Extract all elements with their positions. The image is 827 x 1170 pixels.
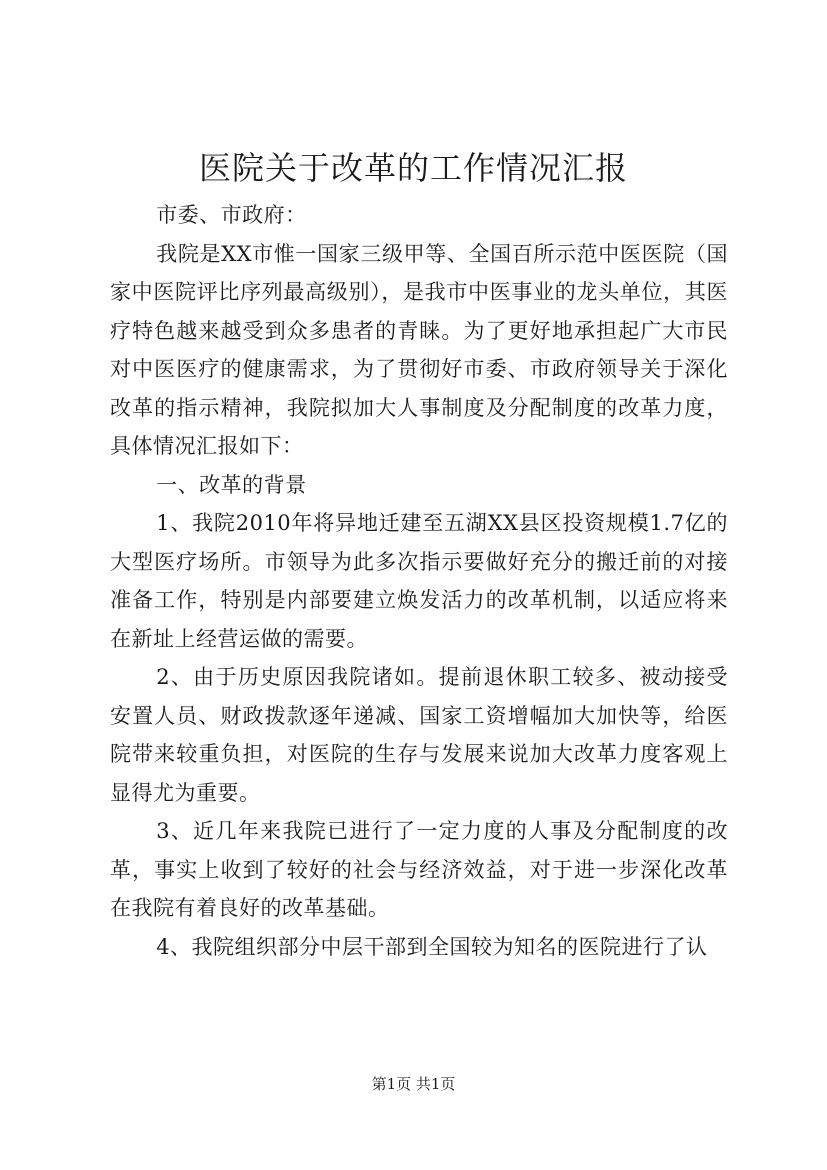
paragraph-item-4: 4、我院组织部分中层干部到全国较为知名的医院进行了认 xyxy=(156,934,708,959)
paragraph-intro: 我院是XX市惟一国家三级甲等、全国百所示范中医医院（国家中医院评比序列最高级别），是我市中医事业的龙头单位，其医疗特色越来越受到众多患者的青睐。为了更好地承担起广大市民对中医医疗的健康需求，为了贯彻好市委、市政府领导关于深化改革的指示精神，我院拟加大人事制度及分配制度的改革力度，具体情况汇报如下： xyxy=(110,241,728,458)
document-body xyxy=(110,196,728,966)
page-number-footer: 第1页 共1页 xyxy=(371,1075,456,1093)
document-title: 医院关于改革的工作情况汇报 xyxy=(198,149,628,187)
paragraph-item-1: 1、我院2010年将异地迁建至五湖XX县区投资规模1.7亿的大型医疗场所。市领导为此多次指示要做好充分的搬迁前的对接准备工作，特别是内部要建立焕发活力的改革机制，以适应将来在新址上经营运做的需要。 xyxy=(110,511,728,651)
salutation: 市委、市政府： xyxy=(156,203,307,227)
paragraph-item-2: 2、由于历史原因我院诸如。提前退休职工较多、被动接受安置人员、财政拨款逐年递减、国家工资增幅加大加快等，给医院带来较重负担，对医院的生存与发展来说加大改革力度客观上显得尤为重要。 xyxy=(110,665,728,805)
paragraph-item-3: 3、近几年来我院已进行了一定力度的人事及分配制度的改革，事实上收到了较好的社会与经济效益，对于进一步深化改革在我院有着良好的改革基础。 xyxy=(110,819,728,920)
section-heading-background: 一、改革的背景 xyxy=(156,472,307,497)
